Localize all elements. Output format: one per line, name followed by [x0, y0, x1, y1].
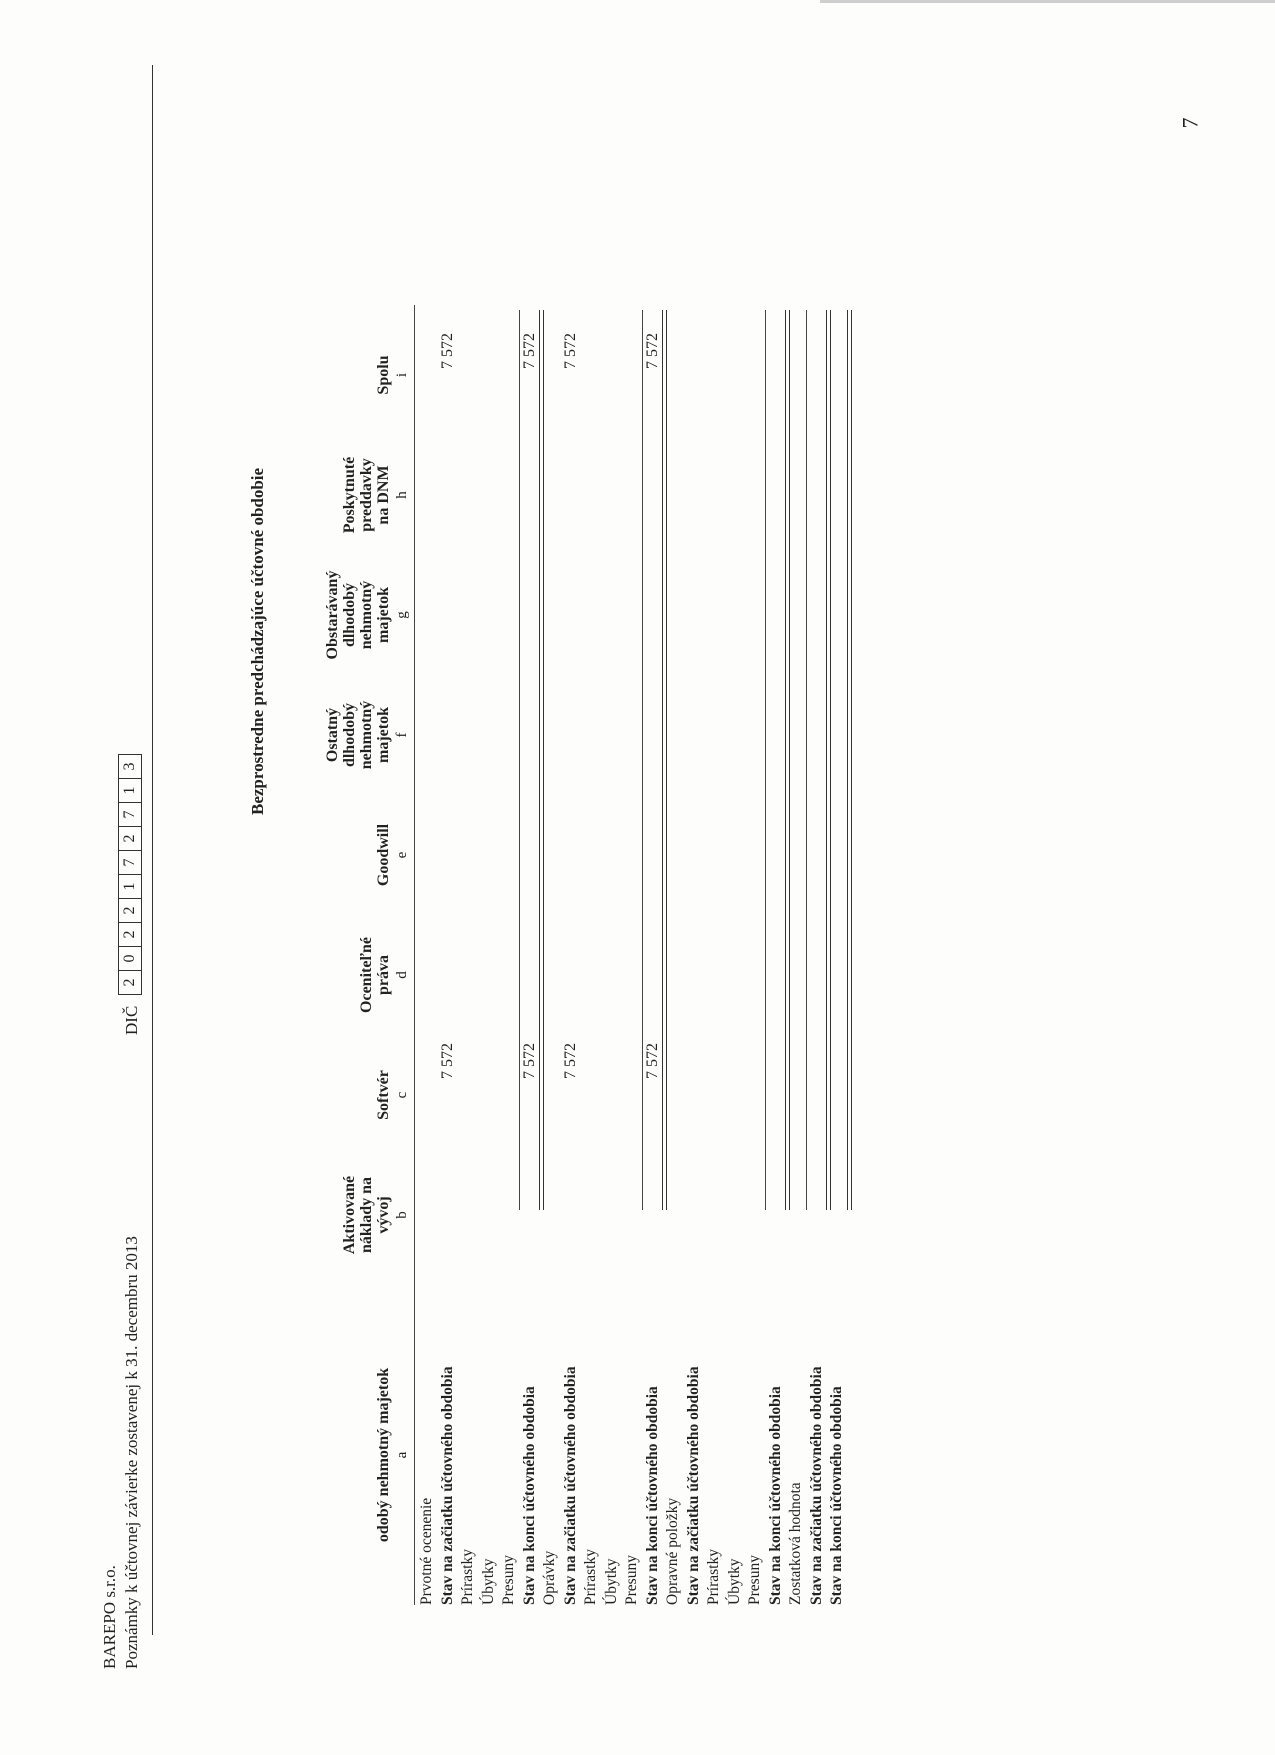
column-header-line: vývoj: [375, 1196, 392, 1234]
column-letter: d: [394, 971, 410, 979]
column-header-line: nehmotný: [358, 580, 375, 650]
total-double-rule: [785, 310, 790, 1210]
column-header: [375, 1305, 392, 1605]
subtotal-rule: [642, 310, 643, 1210]
subtotal-rule: [806, 310, 807, 1210]
total-double-rule: [662, 310, 667, 1210]
column-header: [375, 315, 392, 435]
column-letter: h: [394, 491, 410, 499]
column-letter: a: [394, 1451, 410, 1459]
row-label: Zostatková hodnota: [787, 1482, 804, 1605]
column-header-line: preddavky: [358, 458, 375, 532]
table-top-rule: [414, 305, 415, 1605]
dic-digit: 1: [119, 778, 141, 802]
column-header-line: Goodwill: [375, 823, 392, 887]
column-header-line: Ostatný: [324, 707, 341, 763]
column-header-line: práva: [375, 955, 392, 995]
total-double-rule: [826, 310, 831, 1210]
dic-label: DIČ: [122, 1005, 141, 1035]
row-label: Stav na konci účtovného obdobia: [766, 1386, 784, 1605]
row-label: Úbytky: [725, 1558, 743, 1605]
column-header: [341, 1155, 392, 1275]
dic-digit: 1: [119, 874, 141, 898]
row-label: Presuny: [500, 1555, 517, 1605]
row-label: Stav na začiatku účtovného obdobia: [438, 1366, 456, 1605]
column-header-line: Spolu: [375, 355, 392, 395]
column-header-line: na DNM: [375, 465, 392, 525]
total-value: 7 572: [438, 333, 456, 369]
column-header-line: dlhodobý: [341, 582, 358, 648]
row-label: Stav na konci účtovného obdobia: [828, 1386, 845, 1605]
dic-digit: 3: [121, 762, 138, 771]
column-header-line: odobý nehmotný majetok: [375, 1367, 392, 1543]
row-label: Prvotné ocenenie: [418, 1497, 435, 1605]
total-double-rule: [539, 310, 544, 1210]
row-label: Presuny: [623, 1555, 640, 1605]
row-label: Prírastky: [705, 1549, 722, 1605]
column-header-line: majetok: [375, 587, 392, 643]
column-header-line: Oceniteľné: [358, 937, 375, 1013]
row-label: Prírastky: [582, 1549, 599, 1605]
dic-digit: 7: [119, 850, 141, 874]
software-value: 7 572: [438, 1043, 456, 1079]
column-header-line: náklady na: [358, 1176, 375, 1254]
subtotal-rule: [519, 310, 520, 1210]
dic-digit: 2: [119, 826, 141, 850]
column-letter: f: [394, 732, 410, 738]
column-header-line: majetok: [375, 707, 392, 763]
column-header-line: Obstarávaný: [324, 570, 341, 660]
subtotal-rule: [765, 310, 766, 1210]
header-rule: [152, 65, 153, 1635]
column-header: [341, 435, 392, 555]
column-header-line: Aktivované: [341, 1175, 358, 1255]
column-header-line: Poskytnuté: [341, 456, 358, 534]
software-value: 7 572: [561, 1043, 579, 1079]
column-header: [324, 675, 392, 795]
dic-digit: 7: [119, 802, 141, 826]
row-label: Opravné položky: [664, 1497, 681, 1605]
column-letter: e: [394, 851, 410, 859]
column-header: [375, 795, 392, 915]
section-title: Bezprostredne predchádzajúce účtovné obdobie: [248, 467, 267, 815]
total-value: 7 572: [520, 333, 538, 369]
column-header-line: nehmotný: [358, 700, 375, 770]
page-number: 7: [1177, 117, 1203, 129]
total-value: 7 572: [561, 333, 579, 369]
row-label: Stav na začiatku účtovného obdobia: [807, 1366, 825, 1605]
row-label: Oprávky: [541, 1550, 558, 1605]
row-label: Stav na začiatku účtovného obdobia: [561, 1366, 579, 1605]
dic-digit: 2: [119, 922, 141, 946]
total-double-rule: [847, 310, 852, 1210]
column-letter: i: [394, 372, 410, 378]
total-value: 7 572: [643, 333, 661, 369]
row-label: Stav na konci účtovného obdobia: [520, 1386, 538, 1605]
row-label: Stav na začiatku účtovného obdobia: [684, 1366, 702, 1605]
column-letter: c: [394, 1091, 410, 1099]
row-label: Prírastky: [459, 1549, 476, 1605]
row-label: Stav na konci účtovného obdobia: [643, 1386, 661, 1605]
row-label: Presuny: [746, 1555, 763, 1605]
document-subtitle: Poznámky k účtovnej závierke zostavenej k 31. decembru 2013: [122, 1236, 141, 1669]
column-letter: b: [394, 1211, 410, 1219]
dic-digit: 2: [119, 970, 141, 994]
column-letter: g: [394, 611, 410, 619]
column-header-line: Softvér: [375, 1070, 392, 1120]
dic-number: [118, 754, 142, 995]
column-header: [324, 555, 392, 675]
dic-digit: 0: [119, 946, 141, 970]
column-header: [358, 915, 392, 1035]
row-label: Úbytky: [602, 1558, 620, 1605]
row-label: Úbytky: [479, 1558, 497, 1605]
dic-digit: 2: [119, 898, 141, 922]
software-value: 7 572: [520, 1043, 538, 1079]
column-header: [375, 1035, 392, 1155]
column-header-line: dlhodobý: [341, 702, 358, 768]
company-name: BAREPO s.r.o.: [100, 1565, 119, 1669]
software-value: 7 572: [643, 1043, 661, 1079]
